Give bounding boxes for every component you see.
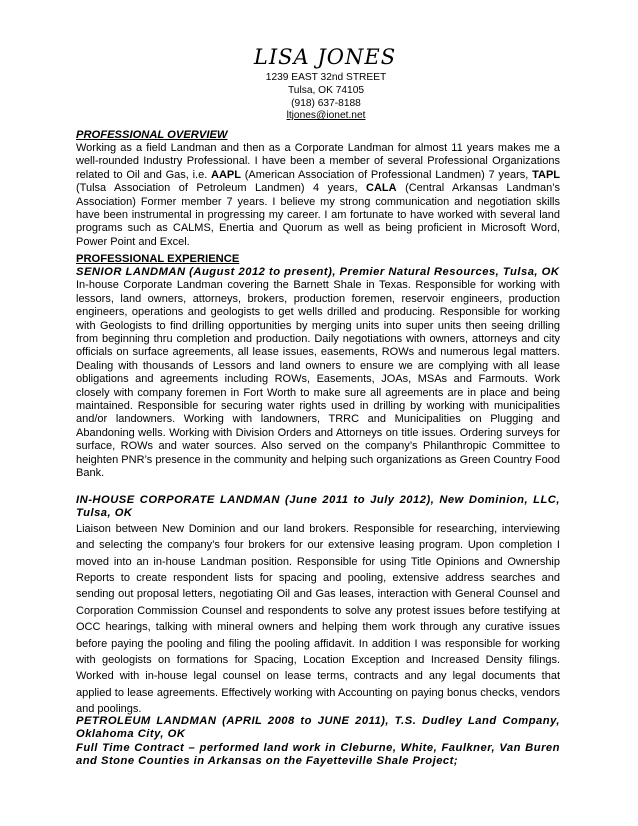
job-section bbox=[76, 715, 560, 769]
overview-section bbox=[76, 128, 560, 249]
address-line: 1239 EAST 32nd STREET bbox=[265, 72, 387, 83]
job-title: PETROLEUM LANDMAN (APRIL 2008 to JUNE 2011), T.S. Dudley Land Company, Oklahoma City, OK bbox=[76, 715, 560, 741]
job-description: Liaison between New Dominion and our land brokers. Responsible for researching, interviewing and selecting the company’s four brokers for our extensive leasing program. Upon completion I moved into an in-house Landman position. Responsible for using Title Opinions and Ownership Reports to create respondent lists for spacing and pooling, extensive address searches and sending out proposal letters, negotiating Oil and Gas leases, interaction with General Counsel and Corporation Commission Counsel and respondents to solve any protest issues before testifying at OCC hearings, talking with mineral owners and helping them work through any curative issues before paying the pooling and filing the pooling affidavit. In addition I was responsible for working with geologists on formations for Spacing, Location Exception and Increased Density filings. Worked with in-house legal counsel on lease terms, contracts and any legal documents that applied to lease agreements. Effectively working with Accounting on paying bonus checks, vendors and poolings. bbox=[76, 522, 560, 716]
city-line: Tulsa, OK 74105 bbox=[287, 84, 365, 96]
resume-name: LISA JONES bbox=[253, 45, 397, 69]
phone-line: (918) 637-8188 bbox=[291, 97, 361, 109]
overview-text-3: (Tulsa Association of Petroleum Landmen) 4 years, bbox=[76, 182, 367, 195]
experience-section bbox=[76, 252, 560, 481]
job-title: SENIOR LANDMAN (August 2012 to present), Premier Natural Resources, Tulsa, OK bbox=[76, 266, 560, 278]
tapl-acronym: TAPL bbox=[532, 168, 560, 181]
job-description: In-house Corporate Landman covering the Barnett Shale in Texas. Responsible for working with lessors, land owners, attorneys, brokers, production foremen, reservoir engineers, production engineers, operations and geologists to get wells drilled and producing. Responsible for working with Geologists to find drilling opportunities by merging units into super units then seeing drilling from beginning thru completion and production. Daily negotiations with owners, attorneys and city officials on surface agreements, all lease issues, easements, ROWs and numerous legal matters. Dealing with thousands of Lessors and land owners to ensure we are complying with all lease obligations and agreements including ROWs, Easements, JOAs, MSAs and Farmouts. Work closely with company foremen in Fort Worth to make sure all agreements are in place and being maintained. Responsible for securing water rights used in drilling by working with municipalities and/or landowners. Working with landowners, TRRC and Municipalities on Plugging and Abandoning wells. Working with Division Orders and Attorneys on title issues. Ordering surveys for surface, ROWs and water sources. Also served on the company’s Philanthropic Committee to heighten PNR’s presence in the community and helping such organizations as Green Country Food Bank. bbox=[76, 279, 560, 480]
contact-block bbox=[76, 72, 560, 123]
overview-text-4: (Central Arkansas Landman’s Association) Former member 7 years. I believe my strong communication and negotiation skills have been instrumental in progressing my career. I am fortunate to have worked with several land programs such as CALMS, Enertia and Quorum as well as being proficient in Microsoft Word, Power Point and Excel. bbox=[76, 182, 560, 248]
job-title: IN-HOUSE CORPORATE LANDMAN (June 2011 to July 2012), New Dominion, LLC, Tulsa, OK bbox=[76, 494, 560, 520]
overview-text-1: Working as a field Landman and then as a Corporate Landman for almost 11 years makes me a well-rounded Industry Professional. I have been a member of several Professional Organizations related to Oil and Gas, i.e. bbox=[76, 142, 560, 181]
email-link[interactable]: ltjones@ionet.net bbox=[286, 110, 366, 122]
overview-text-2: (American Association of Professional Landmen) 7 years, bbox=[240, 168, 533, 181]
cala-acronym: CALA bbox=[366, 182, 397, 195]
overview-heading: PROFESSIONAL OVERVIEW bbox=[76, 129, 228, 141]
job-subtitle: Full Time Contract – performed land work in Cleburne, White, Faulkner, Van Buren and Stone Counties in Arkansas on the Fayetteville Shale Project; bbox=[76, 741, 560, 768]
job-section bbox=[76, 494, 560, 718]
overview-paragraph bbox=[76, 142, 560, 249]
experience-heading: PROFESSIONAL EXPERIENCE bbox=[76, 253, 240, 265]
aapl-acronym: AAPL bbox=[211, 168, 241, 181]
